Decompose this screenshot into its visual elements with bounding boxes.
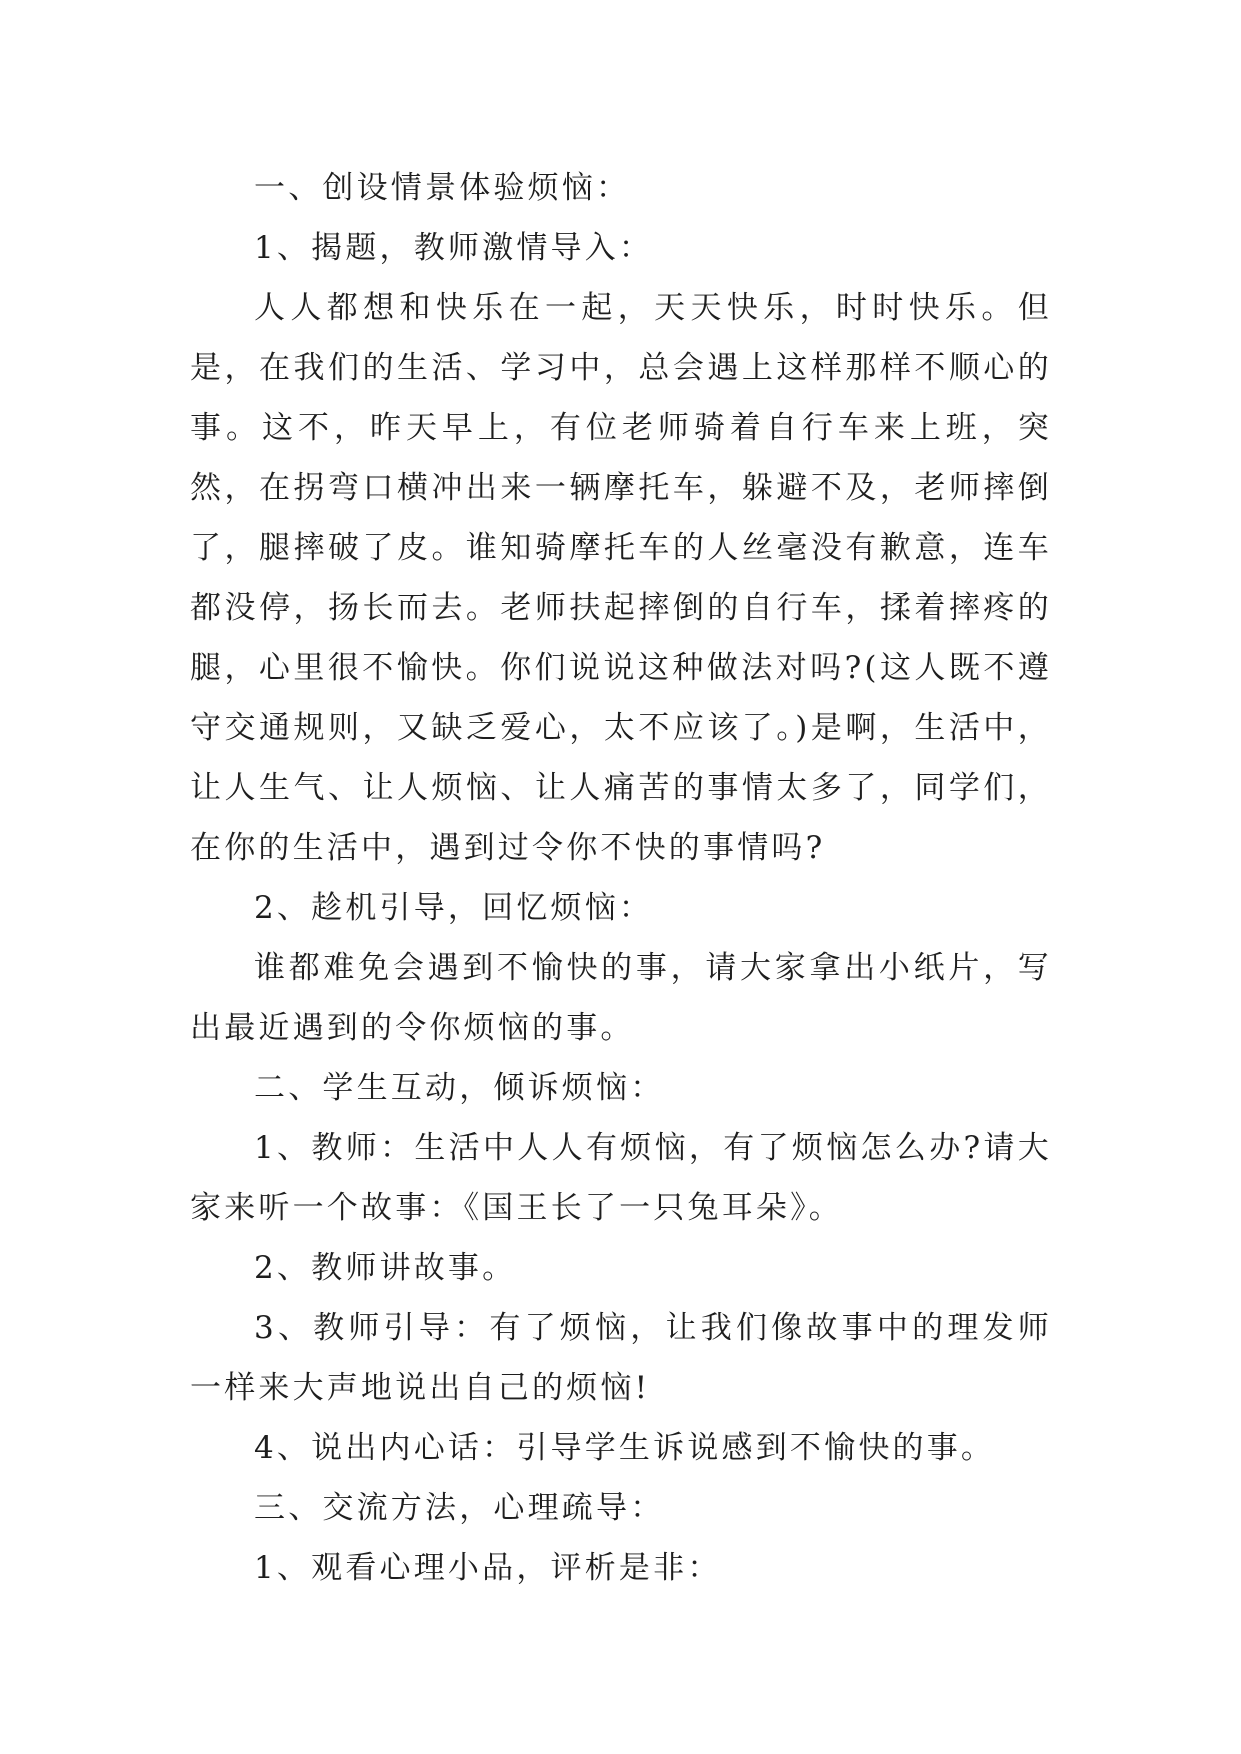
step-paragraph-2-1: 1、教师：生活中人人有烦恼，有了烦恼怎么办?请大家来听一个故事：《国王长了一只兔耳朵》。 — [190, 1130, 1052, 1226]
step-heading-1-1: 1、揭题，教师激情导入： — [254, 230, 654, 266]
step-paragraph-2-2: 2、教师讲故事。 — [254, 1250, 517, 1286]
step-paragraph-2-3: 3、教师引导：有了烦恼，让我们像故事中的理发师一样来大声地说出自己的烦恼! — [190, 1310, 1052, 1406]
step-heading-1-2: 2、趁机引导，回忆烦恼： — [254, 890, 654, 926]
section-heading-2: 二、学生互动，倾诉烦恼： — [254, 1070, 665, 1106]
body-paragraph-recall: 谁都难免会遇到不愉快的事，请大家拿出小纸片，写出最近遇到的令你烦恼的事。 — [190, 950, 1052, 1046]
step-heading-3-1: 1、观看心理小品，评析是非： — [254, 1550, 722, 1586]
document-body — [190, 158, 1052, 1598]
body-paragraph-intro: 人人都想和快乐在一起，天天快乐，时时快乐。但是，在我们的生活、学习中，总会遇上这样那样不顺心的事。这不，昨天早上，有位老师骑着自行车来上班，突然，在拐弯口横冲出来一辆摩托车，躲避不及，老师摔倒了，腿摔破了皮。谁知骑摩托车的人丝毫没有歉意，连车都没停，扬长而去。老师扶起摔倒的自行车，揉着摔疼的腿，心里很不愉快。你们说说这种做法对吗?(这人既不遵守交通规则，又缺乏爱心，太不应该了。)是啊，生活中，让人生气、让人烦恼、让人痛苦的事情太多了，同学们，在你的生活中，遇到过令你不快的事情吗? — [190, 290, 1052, 866]
step-paragraph-2-4: 4、说出内心话：引导学生诉说感到不愉快的事。 — [254, 1430, 996, 1466]
section-heading-3: 三、交流方法，心理疏导： — [254, 1490, 665, 1526]
section-heading-1: 一、创设情景体验烦恼： — [254, 170, 631, 206]
